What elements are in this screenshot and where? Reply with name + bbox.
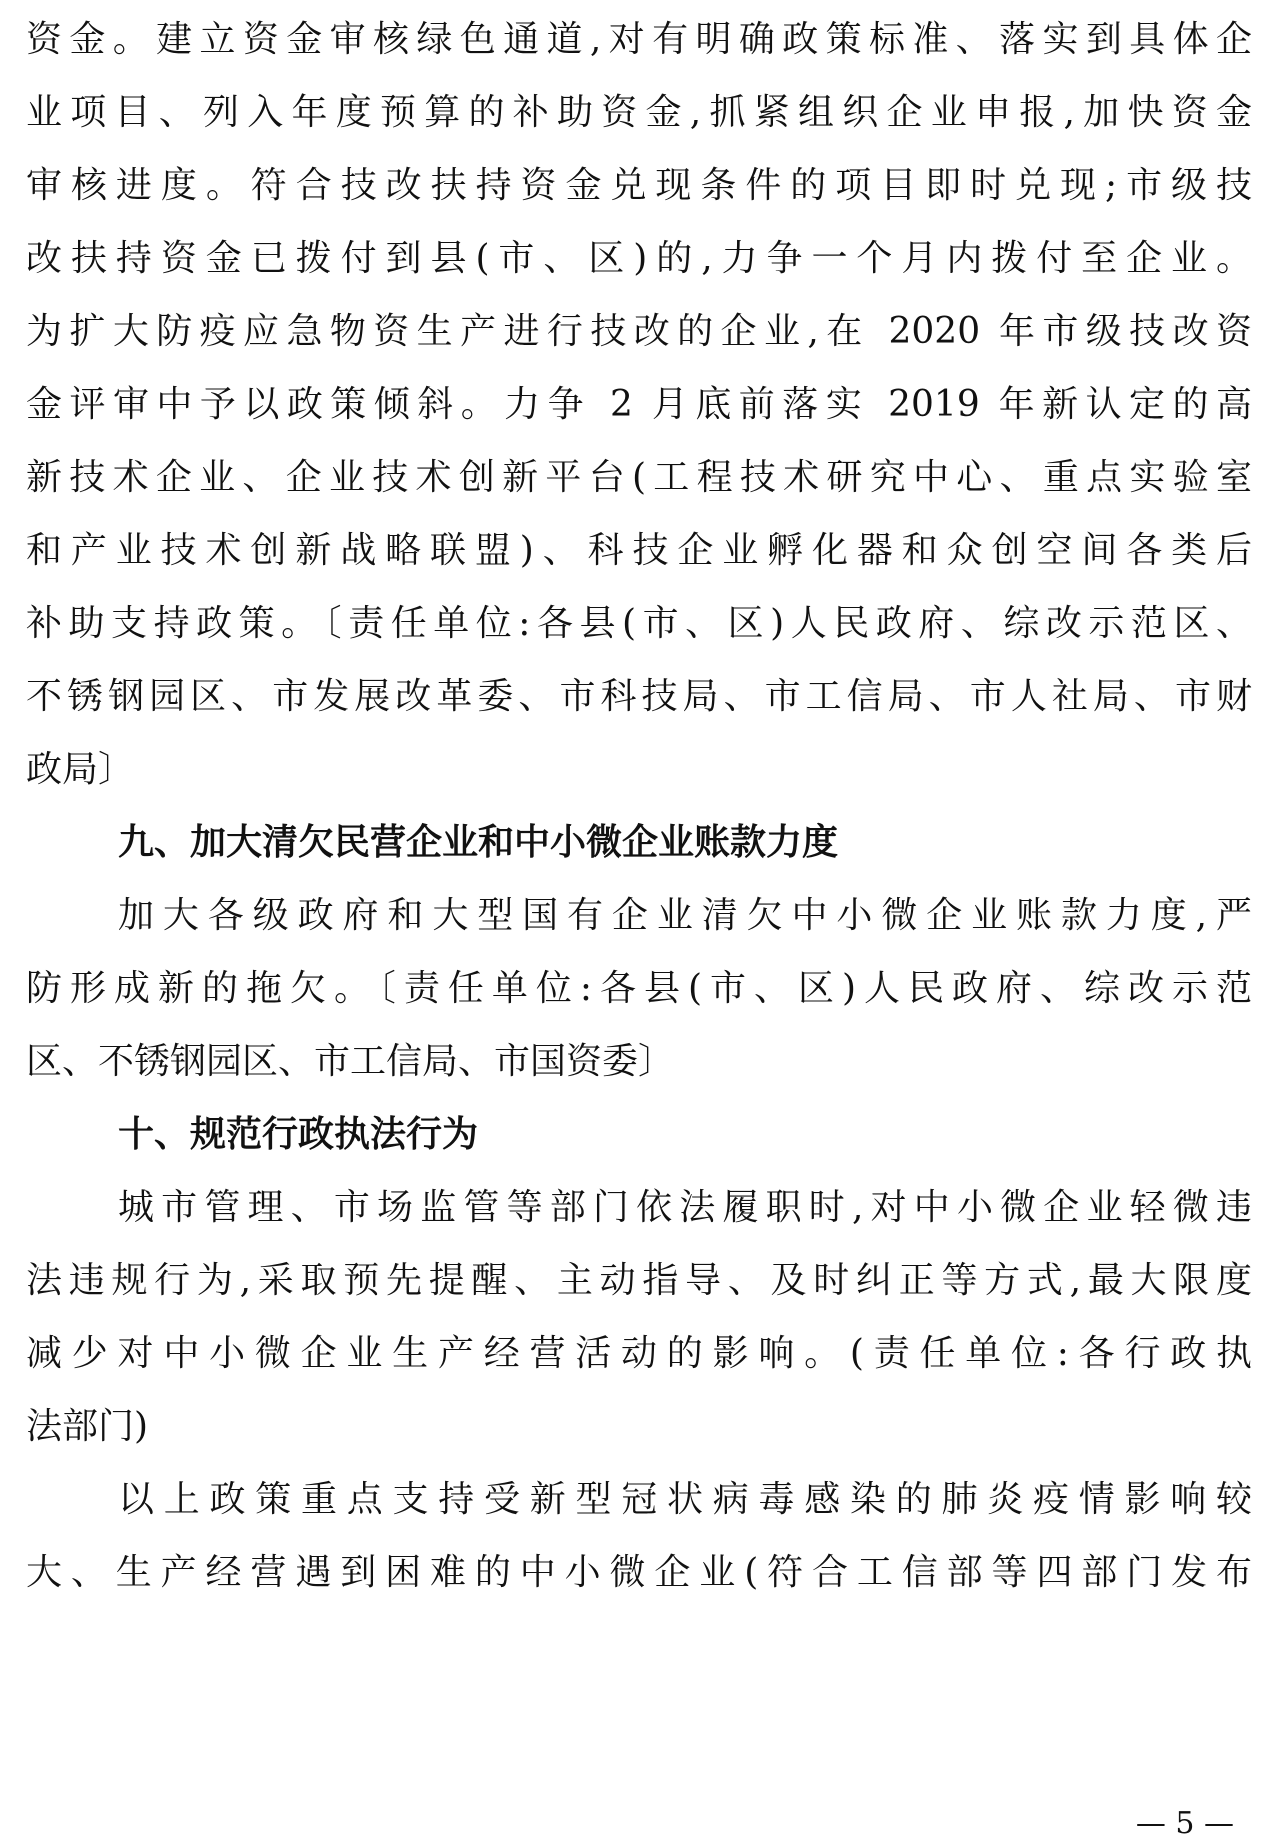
body-text-line: 新技术企业、企业技术创新平台(工程技术研究中心、重点实验室 [26,457,1252,498]
body-text-line: 为扩大防疫应急物资生产进行技改的企业,在 2020 年市级技改资 [26,311,1252,352]
section-10-text-line: 法违规行为,采取预先提醒、主动指导、及时纠正等方式,最大限度 [26,1260,1252,1301]
section-10-text-line: 城市管理、市场监管等部门依法履职时,对中小微企业轻微违 [118,1187,1252,1228]
body-text-line: 补助支持政策。〔责任单位:各县(市、区)人民政府、综改示范区、 [26,603,1252,644]
body-text-line: 业项目、列入年度预算的补助资金,抓紧组织企业申报,加快资金 [26,92,1252,133]
body-text-line: 和产业技术创新战略联盟)、科技企业孵化器和众创空间各类后 [26,530,1252,571]
body-text-line: 政局〕 [26,749,135,790]
section-9-text-line: 区、不锈钢园区、市工信局、市国资委〕 [26,1041,675,1082]
closing-text-line: 大、生产经营遇到困难的中小微企业(符合工信部等四部门发布 [26,1552,1252,1593]
section-9-heading: 九、加大清欠民营企业和中小微企业账款力度 [118,822,839,863]
body-text-line: 金评审中予以政策倾斜。力争 2 月底前落实 2019 年新认定的高 [26,384,1252,425]
section-9-text-line: 加大各级政府和大型国有企业清欠中小微企业账款力度,严 [118,895,1252,936]
body-text-line: 资金。建立资金审核绿色通道,对有明确政策标准、落实到具体企 [26,19,1252,60]
body-text-line: 改扶持资金已拨付到县(市、区)的,力争一个月内拨付至企业。 [26,238,1252,279]
section-9-text-line: 防形成新的拖欠。〔责任单位:各县(市、区)人民政府、综改示范 [26,968,1252,1009]
closing-text-line: 以上政策重点支持受新型冠状病毒感染的肺炎疫情影响较 [118,1479,1252,1520]
section-10-text-line: 减少对中小微企业生产经营活动的影响。(责任单位:各行政执 [26,1333,1252,1374]
body-text-line: 审核进度。符合技改扶持资金兑现条件的项目即时兑现;市级技 [26,165,1252,206]
section-10-heading: 十、规范行政执法行为 [118,1114,479,1155]
page-number: — 5 — [1135,1806,1234,1841]
body-text-line: 不锈钢园区、市发展改革委、市科技局、市工信局、市人社局、市财 [26,676,1252,717]
section-10-text-line: 法部门) [26,1406,149,1447]
